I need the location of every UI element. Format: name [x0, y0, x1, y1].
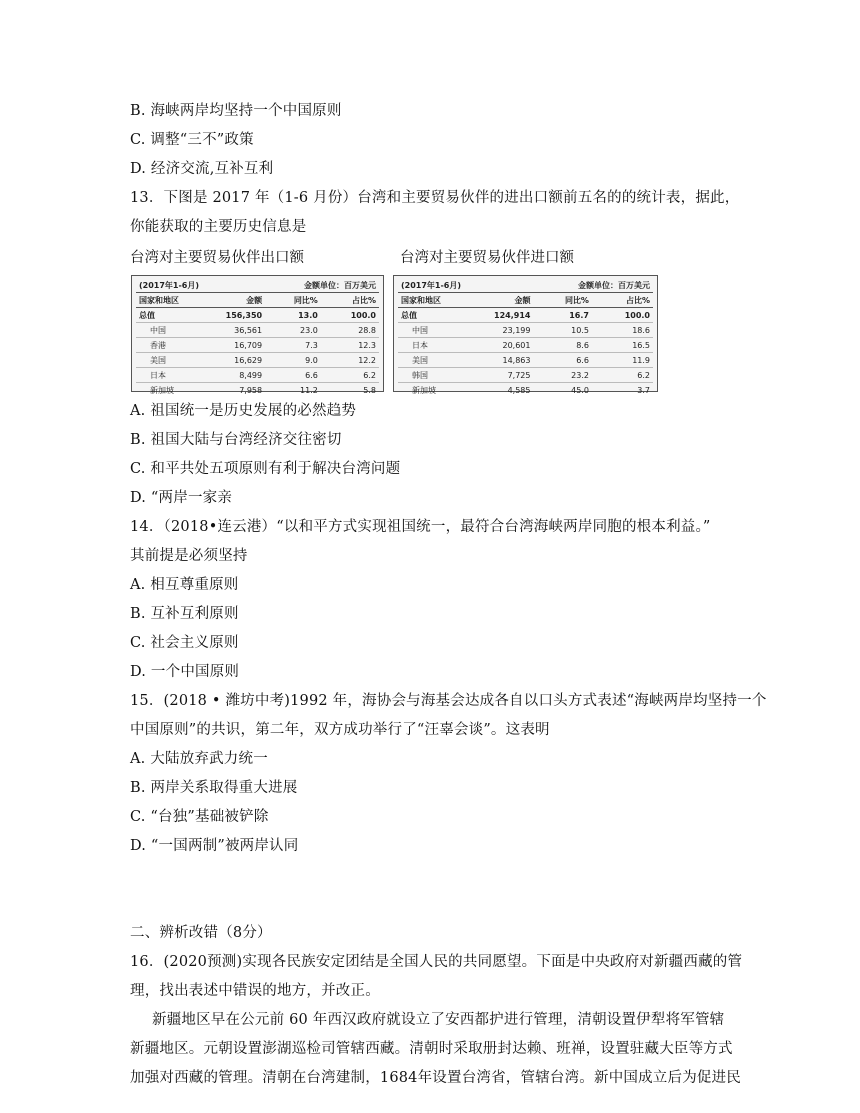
- table-cell: 7,958: [239, 385, 263, 395]
- table-cell: 18.6: [592, 323, 653, 338]
- import-header-yoy: 同比%: [533, 293, 591, 308]
- table-cell: 16,709: [203, 338, 265, 353]
- table-cell: 新加坡: [412, 385, 436, 395]
- table-cell: 8.6: [533, 338, 591, 353]
- table-cell: 100.0: [592, 308, 653, 323]
- q15-option-a: A. 大陆放弃武力统一: [130, 751, 268, 767]
- q13-stem-line1: 13．下图是 2017 年（1-6 月份）台湾和主要贸易伙伴的进出口额前五名的的统计表，据此，: [130, 190, 740, 206]
- import-table-period: (2017年1-6月): [398, 279, 533, 293]
- table-cell: 6.2: [592, 368, 653, 383]
- q14-option-d: D. 一个中国原则: [130, 664, 240, 680]
- q14-option-b: B. 互补互利原则: [130, 606, 239, 622]
- q15-stem-line2: 中国原则”的共识，第二年，双方成功举行了“汪辜会谈”。这表明: [130, 722, 550, 738]
- q15-option-c: C. “台独”基础被铲除: [130, 809, 269, 825]
- export-table: [131, 275, 384, 395]
- table-cell: 23.2: [533, 368, 591, 383]
- table-cell: 100.0: [321, 308, 379, 323]
- table-row: [136, 308, 379, 323]
- export-header-region: 国家和地区: [136, 293, 203, 308]
- table-cell: 11.2: [300, 385, 318, 395]
- import-table: [393, 275, 658, 395]
- import-header-region: 国家和地区: [398, 293, 468, 308]
- table-cell: 156,350: [203, 308, 265, 323]
- table-row: [136, 353, 379, 368]
- table-cell: 11.9: [592, 353, 653, 368]
- export-table-caption: 台湾对主要贸易伙伴出口额: [130, 250, 304, 266]
- table-cell: 总值: [136, 308, 203, 323]
- q15-option-b: B. 两岸关系取得重大进展: [130, 780, 298, 796]
- table-row: [398, 368, 653, 383]
- q16-stem-line1: 16．(2020预测)实现各民族安定团结是全国人民的共同愿望。下面是中央政府对新疆西藏的管: [130, 954, 743, 970]
- table-cell: 美国: [136, 353, 203, 368]
- table-row: [398, 338, 653, 353]
- table-cell: 16,629: [203, 353, 265, 368]
- q13-stem-line2: 你能获取的主要历史信息是: [130, 219, 307, 235]
- table-row: [136, 338, 379, 353]
- section2-title: 二、辨析改错（8分）: [130, 925, 272, 941]
- q14-stem-line1: 14．（2018•连云港）“以和平方式实现祖国统一，最符合台湾海峡两岸同胞的根本利益。”: [130, 519, 711, 535]
- q16-paragraph-line2: 新疆地区。元朝设置澎湖巡检司管辖西藏。清朝时采取册封达赖、班禅，设置驻藏大臣等方式: [130, 1041, 733, 1057]
- q12-option-b: B. 海峡两岸均坚持一个中国原则: [130, 103, 342, 119]
- table-cell: 7,725: [468, 368, 533, 383]
- import-table-unit: 金额单位：百万美元: [533, 279, 653, 293]
- q16-stem-line2: 理，找出表述中错误的地方，并改正。: [130, 983, 380, 999]
- q12-option-d: D. 经济交流,互补互利: [130, 161, 274, 177]
- q13-option-a: A. 祖国统一是历史发展的必然趋势: [130, 403, 357, 419]
- q15-stem-line1: 15．(2018 • 潍坊中考)1992 年，海协会与海基会达成各自以口头方式表述“海峡两岸均坚持一个: [130, 693, 767, 709]
- q16-paragraph-line1: 新疆地区早在公元前 60 年西汉政府就设立了安西都护进行管理，清朝设置伊犁将军管辖: [152, 1012, 725, 1028]
- table-cell: 新加坡: [150, 385, 174, 395]
- q16-paragraph-line3: 加强对西藏的管理。清朝在台湾建制，1684年设置台湾省，管辖台湾。新中国成立后为促进民: [130, 1070, 741, 1086]
- export-header-yoy: 同比%: [265, 293, 321, 308]
- table-cell: 韩国: [398, 368, 468, 383]
- table-cell: 6.2: [321, 368, 379, 383]
- table-cell: 中国: [136, 323, 203, 338]
- q13-option-b: B. 祖国大陆与台湾经济交往密切: [130, 432, 342, 448]
- table-cell: 7.3: [265, 338, 321, 353]
- import-table-caption: 台湾对主要贸易伙伴进口额: [400, 250, 574, 266]
- table-cell: 16.7: [533, 308, 591, 323]
- q14-option-a: A. 相互尊重原则: [130, 577, 239, 593]
- table-cell: 日本: [398, 338, 468, 353]
- table-cell: 36,561: [203, 323, 265, 338]
- export-table-unit: 金额单位：百万美元: [265, 279, 379, 293]
- table-cell: 12.2: [321, 353, 379, 368]
- q13-option-c: C. 和平共处五项原则有利于解决台湾问题: [130, 461, 401, 477]
- table-cell: 香港: [136, 338, 203, 353]
- table-cell: 14,863: [468, 353, 533, 368]
- table-cell: 12.3: [321, 338, 379, 353]
- table-cell: 23,199: [468, 323, 533, 338]
- table-cell: 28.8: [321, 323, 379, 338]
- table-row: [398, 353, 653, 368]
- table-cell: 16.5: [592, 338, 653, 353]
- export-header-share: 占比%: [321, 293, 379, 308]
- q14-option-c: C. 社会主义原则: [130, 635, 239, 651]
- table-cell: 美国: [398, 353, 468, 368]
- table-cell: 13.0: [265, 308, 321, 323]
- table-cell: 4,585: [507, 385, 531, 395]
- table-row: [398, 323, 653, 338]
- table-row: [136, 383, 379, 398]
- table-cell: 23.0: [265, 323, 321, 338]
- table-cell: 45.0: [571, 385, 589, 395]
- table-cell: 6.6: [265, 368, 321, 383]
- export-header-amount: 金额: [203, 293, 265, 308]
- table-row: [398, 383, 653, 398]
- q13-option-d: D. “两岸一家亲: [130, 490, 233, 506]
- table-cell: 8,499: [203, 368, 265, 383]
- table-row: [136, 323, 379, 338]
- export-table-period: (2017年1-6月): [136, 279, 265, 293]
- import-header-amount: 金额: [468, 293, 533, 308]
- table-cell: 124,914: [468, 308, 533, 323]
- table-cell: 6.6: [533, 353, 591, 368]
- table-cell: 9.0: [265, 353, 321, 368]
- table-cell: 中国: [398, 323, 468, 338]
- import-header-share: 占比%: [592, 293, 653, 308]
- table-cell: 5.8: [363, 385, 376, 395]
- q12-option-c: C. 调整“三不”政策: [130, 132, 254, 148]
- table-cell: 日本: [136, 368, 203, 383]
- table-row: [136, 368, 379, 383]
- table-cell: 3.7: [637, 385, 650, 395]
- q14-stem-line2: 其前提是必须坚持: [130, 548, 248, 564]
- table-cell: 总值: [398, 308, 468, 323]
- table-row: [398, 308, 653, 323]
- table-cell: 20,601: [468, 338, 533, 353]
- q15-option-d: D. “一国两制”被两岸认同: [130, 838, 299, 854]
- table-cell: 10.5: [533, 323, 591, 338]
